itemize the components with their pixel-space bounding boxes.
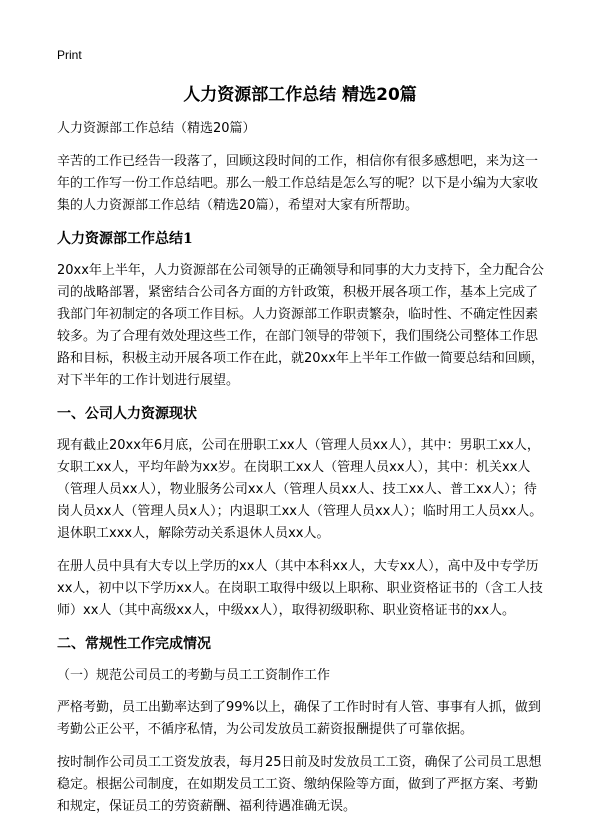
- section-heading: 人力资源部工作总结1: [57, 231, 193, 247]
- section-heading: 一、公司人力资源现状: [57, 406, 197, 422]
- paragraph: 按时制作公司员工工资发放表，每月25日前及时发放员工工资，确保了公司员工思想稳定。根据公司制度，在如期发员工工资、缴纳保险等方面，做到了严抠方案、考勤和规定，保证员工的劳资薪酬、福利待遇准确无误。: [57, 755, 542, 814]
- paragraph: 严格考勤，员工出勤率达到了99%以上，确保了工作时时有人管、事事有人抓，做到考勤公正公平，不循序私情，为公司发放员工薪资报酬提供了可靠依据。: [57, 700, 541, 737]
- paragraph: 现有截止20xx年6月底，公司在册职工xx人（管理人员xx人），其中：男职工xx人，女职工xx人，平均年龄为xx岁。在岗职工xx人（管理人员xx人），其中：机关xx人（管理人员xx人），物业服务公司xx人（管理人员xx人、技工xx人、普工xx人）；待岗人员xx人（管理人员x人）；内退职工xx人（管理人员xx人）；临时用工人员xx人。退休职工xxx人，解除劳动关系退休人员xx人。: [57, 438, 543, 541]
- section-heading: 二、常规性工作完成情况: [57, 636, 211, 652]
- subsection-heading: （一）规范公司员工的考勤与员工工资制作工作: [57, 668, 331, 683]
- page-title: 人力资源部工作总结 精选20篇: [183, 85, 417, 105]
- paragraph: 20xx年上半年，人力资源部在公司领导的正确领导和同事的大力支持下，全力配合公司的战略部署，紧密结合公司各方面的方针政策，积极开展各项工作，基本上完成了我部门年初制定的各项工作目标。人力资源部工作职责繁杂，临时性、不确定性因素较多。为了合理有效处理这些工作，在部门领导的带领下，我们围绕公司整体工作思路和目标，积极主动开展各项工作在此，就20xx年上半年工作做一简要总结和回顾，对下半年的工作计划进行展望。: [57, 263, 544, 388]
- document-subtitle: 人力资源部工作总结（精选20篇）: [57, 121, 256, 136]
- paragraph: 在册人员中具有大专以上学历的xx人（其中本科xx人，大专xx人），高中及中专学历xx人，初中以下学历xx人。在岗职工取得中级以上职称、职业资格证书的（含工人技师）xx人（其中高级xx人，中级xx人），取得初级职称、职业资格证书的xx人。: [57, 559, 543, 618]
- intro-paragraph: 辛苦的工作已经告一段落了，回顾这段时间的工作，相信你有很多感想吧，来为这一年的工作写一份工作总结吧。那么一般工作总结是怎么写的呢？以下是小编为大家收集的人力资源部工作总结（精选20篇），希望对大家有所帮助。: [57, 154, 539, 213]
- print-link[interactable]: Print: [57, 48, 82, 62]
- document-body: [57, 118, 547, 829]
